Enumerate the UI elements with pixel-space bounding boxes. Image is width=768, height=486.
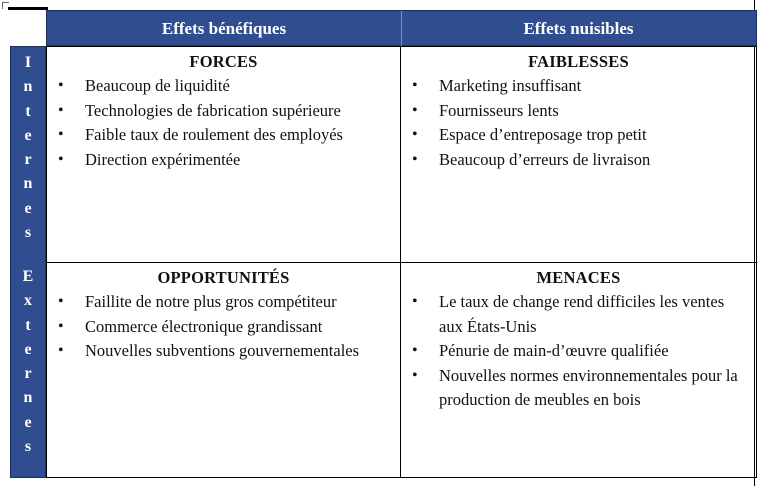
side-label-column <box>10 46 46 478</box>
quadrant-opportunites <box>47 263 400 477</box>
side-letter: I <box>24 54 32 71</box>
quadrant-title: MENACES <box>536 268 621 287</box>
list-item: • Le taux de change rend difficiles les ventes aux États-Unis <box>407 290 750 339</box>
header-row <box>46 10 757 46</box>
faiblesses-list <box>407 74 750 172</box>
quadrant-title: FORCES <box>189 52 258 71</box>
side-letter: r <box>24 151 32 169</box>
side-letter: e <box>24 340 32 358</box>
list-item: • Pénurie de main-d’œuvre qualifiée <box>407 339 750 364</box>
quadrant-title: OPPORTUNITÉS <box>157 268 290 287</box>
list-item: • Direction expérimentée <box>53 148 394 173</box>
side-label-externes <box>11 265 45 459</box>
header-harmful-effects: Effets nuisibles <box>523 19 634 38</box>
side-letter: r <box>24 365 32 383</box>
list-item: • Beaucoup de liquidité <box>53 74 394 99</box>
quadrant-faiblesses <box>401 47 756 262</box>
side-letter: s <box>24 438 32 456</box>
top-rule <box>8 7 48 10</box>
list-item: • Espace d’entreposage trop petit <box>407 123 750 148</box>
opportunites-list <box>53 290 394 364</box>
side-letter: n <box>23 389 33 407</box>
list-item: • Marketing insuffisant <box>407 74 750 99</box>
list-item: • Beaucoup d’erreurs de livraison <box>407 148 750 173</box>
list-item: • Nouvelles normes environnementales pour la production de meubles en bois <box>407 364 750 413</box>
side-letter: t <box>25 316 31 334</box>
menaces-list <box>407 290 750 413</box>
header-beneficial-effects: Effets bénéfiques <box>161 19 287 38</box>
list-item: • Faible taux de roulement des employés <box>53 123 394 148</box>
side-letter: E <box>22 268 34 285</box>
side-letter: x <box>24 292 32 310</box>
quadrant-title: FAIBLESSES <box>528 52 629 71</box>
list-item: • Fournisseurs lents <box>407 99 750 124</box>
list-item: • Commerce électronique grandissant <box>53 315 394 340</box>
swot-grid <box>46 46 757 478</box>
quadrant-menaces <box>401 263 756 477</box>
side-letter: n <box>23 175 33 193</box>
quadrant-forces <box>47 47 400 262</box>
side-letter: s <box>24 224 32 242</box>
forces-list <box>53 74 394 172</box>
side-label-internes <box>11 51 45 245</box>
side-letter: e <box>24 126 32 144</box>
side-letter: t <box>25 102 31 120</box>
list-item: • Nouvelles subventions gouvernementales <box>53 339 394 364</box>
side-letter: n <box>23 78 33 96</box>
side-letter: e <box>24 199 32 217</box>
list-item: • Technologies de fabrication supérieure <box>53 99 394 124</box>
list-item: • Faillite de notre plus gros compétiteur <box>53 290 394 315</box>
side-letter: e <box>24 413 32 431</box>
